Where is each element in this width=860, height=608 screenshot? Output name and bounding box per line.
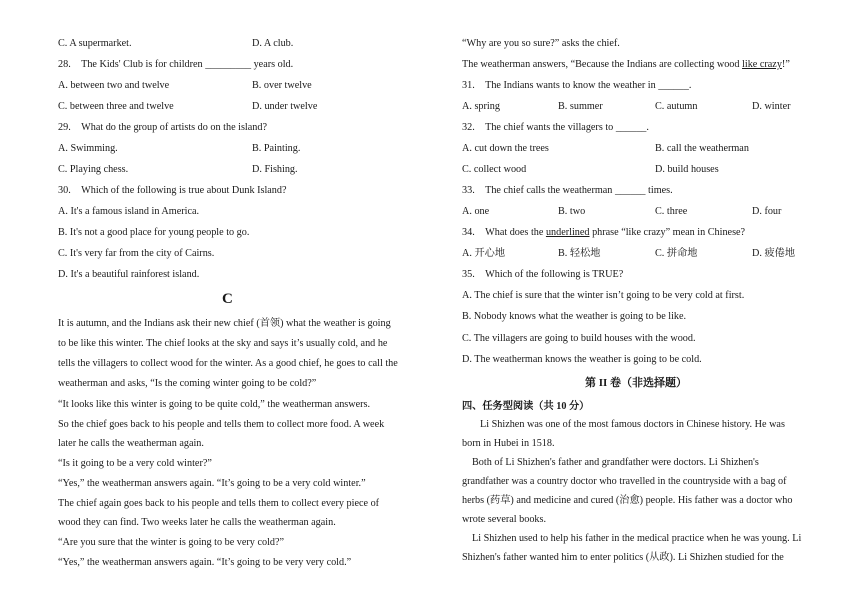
passage-line: “Yes,” the weatherman answers again. “It’s going to be very very cold.” bbox=[58, 557, 352, 568]
question-number: 31. bbox=[462, 80, 475, 91]
passage-text-end: !” bbox=[781, 59, 790, 70]
passage-line: wrote several books. bbox=[462, 514, 547, 525]
passage-line: Both of Li Shizhen's father and grandfather were doctors. Li Shizhen's bbox=[472, 457, 759, 468]
q32-option-b[interactable]: B. call the weatherman bbox=[655, 143, 749, 154]
q29-option-a[interactable]: A. Swimming. bbox=[58, 143, 118, 154]
question-text: The chief calls the weatherman bbox=[485, 185, 613, 196]
question-29 bbox=[58, 121, 267, 135]
q34-option-c[interactable]: C. 拼命地 bbox=[655, 248, 698, 259]
section-c-heading: C bbox=[222, 291, 233, 307]
question-30 bbox=[58, 184, 287, 198]
question-text: The chief wants the villagers to bbox=[485, 122, 614, 133]
q32-option-d[interactable]: D. build houses bbox=[655, 164, 719, 175]
underlined-phrase: like crazy bbox=[742, 59, 782, 70]
question-text: The Kids' Club is for children bbox=[81, 59, 203, 70]
q35-option-d[interactable]: D. The weatherman knows the weather is going to be cold. bbox=[462, 354, 702, 365]
q35-option-a[interactable]: A. The chief is sure that the winter isn’t going to be very cold at first. bbox=[462, 290, 745, 301]
q29-option-b[interactable]: B. Painting. bbox=[252, 143, 301, 154]
passage-line: weatherman and asks, “Is the coming winter going to be cold?” bbox=[58, 378, 317, 389]
q27-option-d[interactable]: D. A club. bbox=[252, 38, 294, 49]
passage-line: Li Shizhen was one of the most famous doctors in Chinese history. He was bbox=[480, 419, 785, 430]
question-34 bbox=[462, 226, 745, 240]
q28-option-c[interactable]: C. between three and twelve bbox=[58, 101, 174, 112]
passage-line: Li Shizhen used to help his father in the medical practice when he was young. Li bbox=[472, 533, 802, 544]
question-number: 34. bbox=[462, 227, 475, 238]
question-number: 35. bbox=[462, 269, 475, 280]
question-number: 28. bbox=[58, 59, 71, 70]
passage-text: The weatherman answers, “Because the Indians are collecting wood bbox=[462, 59, 743, 70]
question-33 bbox=[462, 184, 673, 198]
passage-line: “Are you sure that the winter is going to be very cold?” bbox=[58, 537, 285, 548]
q31-option-c[interactable]: C. autumn bbox=[655, 101, 698, 112]
q29-option-d[interactable]: D. Fishing. bbox=[252, 164, 298, 175]
q34-option-d[interactable]: D. 疲倦地 bbox=[752, 248, 796, 259]
q30-option-d[interactable]: D. It's a beautiful rainforest island. bbox=[58, 269, 200, 280]
underlined-word: underlined bbox=[545, 227, 590, 238]
q33-option-c[interactable]: C. three bbox=[655, 206, 688, 217]
passage-line: tells the villagers to collect wood for the winter. As a good chief, he goes to call the bbox=[58, 358, 398, 369]
passage-line: “Yes,” the weatherman answers again. “It’s going to be a very cold winter.” bbox=[58, 478, 366, 489]
part-ii-heading: 第 II 卷（非选择题） bbox=[585, 377, 688, 389]
passage-line: “Why are you so sure?” asks the chief. bbox=[462, 38, 620, 49]
answer-blank[interactable]: ______. bbox=[615, 122, 649, 133]
question-text: The Indians wants to know the weather in bbox=[485, 80, 656, 91]
question-31 bbox=[462, 79, 691, 93]
question-28 bbox=[58, 58, 293, 72]
question-text-end: phrase “like crazy” mean in Chinese? bbox=[592, 227, 746, 238]
answer-blank[interactable]: ______. bbox=[658, 80, 692, 91]
passage-line: born in Hubei in 1518. bbox=[462, 438, 555, 449]
question-text: Which of the following is true about Dunk Island? bbox=[81, 185, 287, 196]
q30-option-c[interactable]: C. It's very far from the city of Cairns. bbox=[58, 248, 215, 259]
q31-option-a[interactable]: A. spring bbox=[462, 101, 500, 112]
q30-option-b[interactable]: B. It's not a good place for young people to go. bbox=[58, 227, 250, 238]
q33-option-b[interactable]: B. two bbox=[558, 206, 586, 217]
passage-line: wood they can find. Two weeks later he calls the weatherman again. bbox=[58, 517, 336, 528]
passage-line: Shizhen's father wanted him to enter politics (从政). Li Shizhen studied for the bbox=[462, 552, 784, 563]
question-number: 33. bbox=[462, 185, 475, 196]
question-number: 32. bbox=[462, 122, 475, 133]
section-4-heading: 四、任务型阅读（共 10 分） bbox=[462, 401, 590, 412]
q32-option-c[interactable]: C. collect wood bbox=[462, 164, 527, 175]
passage-line: The chief again goes back to his people and tells them to collect every piece of bbox=[58, 498, 380, 509]
q32-option-a[interactable]: A. cut down the trees bbox=[462, 143, 549, 154]
q29-option-c[interactable]: C. Playing chess. bbox=[58, 164, 129, 175]
q33-option-d[interactable]: D. four bbox=[752, 206, 782, 217]
passage-line: later he calls the weatherman again. bbox=[58, 438, 204, 449]
question-35 bbox=[462, 268, 623, 282]
question-32 bbox=[462, 121, 649, 135]
q35-option-b[interactable]: B. Nobody knows what the weather is going to be like. bbox=[462, 311, 687, 322]
answer-blank[interactable]: _________ bbox=[205, 59, 252, 70]
passage-line: So the chief goes back to his people and tells them to collect more food. A week bbox=[58, 419, 385, 430]
passage-line: grandfather was a country doctor who travelled in the countryside with a bag of bbox=[462, 476, 787, 487]
passage-line: “Is it going to be a very cold winter?” bbox=[58, 458, 212, 469]
q34-option-a[interactable]: A. 开心地 bbox=[462, 248, 506, 259]
q34-option-b[interactable]: B. 轻松地 bbox=[558, 248, 601, 259]
q28-option-d[interactable]: D. under twelve bbox=[252, 101, 318, 112]
question-text: What does the bbox=[485, 227, 544, 238]
q30-option-a[interactable]: A. It's a famous island in America. bbox=[58, 206, 200, 217]
q28-option-a[interactable]: A. between two and twelve bbox=[58, 80, 170, 91]
q28-option-b[interactable]: B. over twelve bbox=[252, 80, 312, 91]
passage-line: It is autumn, and the Indians ask their new chief (首领) what the weather is going bbox=[58, 318, 391, 329]
passage-line: to be like this winter. The chief looks at the sky and says it’s usually cold, and he bbox=[58, 338, 388, 349]
question-text: Which of the following is TRUE? bbox=[485, 269, 624, 280]
question-number: 29. bbox=[58, 122, 71, 133]
passage-line: “It looks like this winter is going to be quite cold,” the weatherman answers. bbox=[58, 399, 371, 410]
question-number: 30. bbox=[58, 185, 71, 196]
q27-option-c[interactable]: C. A supermarket. bbox=[58, 38, 132, 49]
question-text: What do the group of artists do on the island? bbox=[81, 122, 267, 133]
q31-option-b[interactable]: B. summer bbox=[558, 101, 603, 112]
question-text-end: times. bbox=[648, 185, 673, 196]
q33-option-a[interactable]: A. one bbox=[462, 206, 490, 217]
q31-option-d[interactable]: D. winter bbox=[752, 101, 791, 112]
answer-blank[interactable]: ______ bbox=[614, 185, 646, 196]
passage-line: herbs (药草) and medicine and cured (治愈) people. His father was a doctor who bbox=[462, 495, 793, 506]
question-text-end: years old. bbox=[253, 59, 294, 70]
q35-option-c[interactable]: C. The villagers are going to build houses with the wood. bbox=[462, 333, 696, 344]
passage-line bbox=[462, 58, 790, 72]
